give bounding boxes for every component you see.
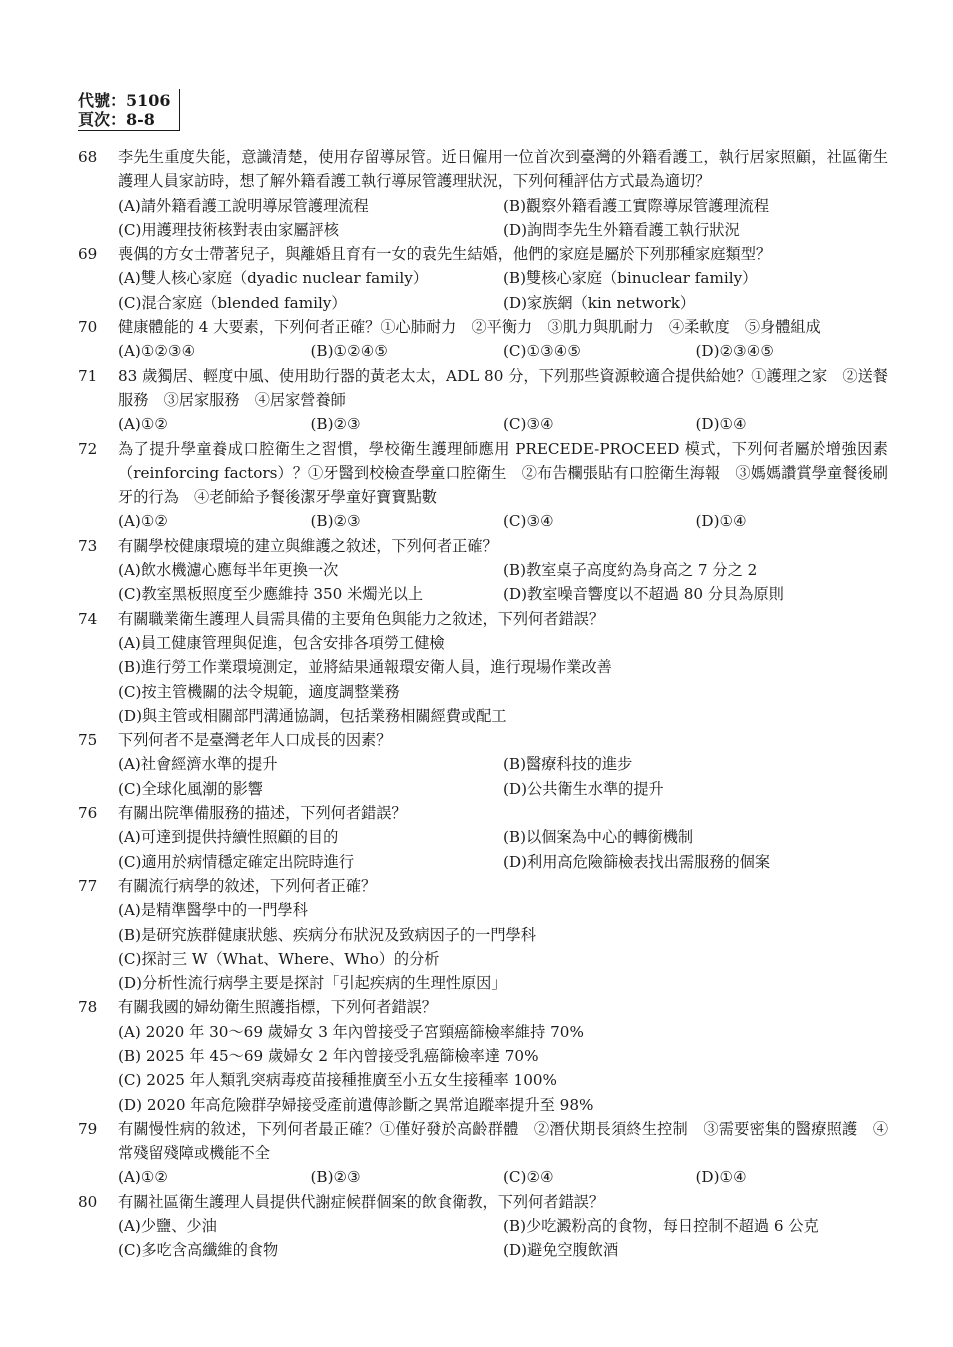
question-68 xyxy=(78,145,888,242)
option-list xyxy=(118,1020,888,1117)
question-stem: 為了提升學童養成口腔衛生之習慣，學校衛生護理師應用 PRECEDE-PROCEED 模式，下列何者屬於增強因素（reinforcing factors）？①牙醫到校檢查學童口腔衛生 ②布告欄張貼有口腔衛生海報 ③媽媽讚賞學童餐後刷牙的行為 ④老師給予餐後潔牙學童好寶寶點數 xyxy=(118,439,888,507)
question-number: 78 xyxy=(78,998,98,1017)
option-b: (B)進行勞工作業環境測定，並將結果通報環安衛人員，進行現場作業改善 xyxy=(118,658,612,677)
exam-header xyxy=(78,89,180,131)
question-number: 79 xyxy=(78,1119,98,1138)
question-75 xyxy=(78,728,888,801)
question-stem: 有關社區衛生護理人員提供代謝症候群個案的飲食衛教，下列何者錯誤？ xyxy=(118,1192,604,1211)
exam-code: 代號：5106 xyxy=(78,91,171,110)
option-list xyxy=(118,266,888,315)
question-number: 69 xyxy=(78,245,98,264)
question-80 xyxy=(78,1190,888,1263)
option-d: (D)避免空腹飲酒 xyxy=(503,1241,619,1260)
question-number: 76 xyxy=(78,804,98,823)
option-b: (B)②③ xyxy=(310,1168,361,1187)
page-number: 頁次：8-8 xyxy=(78,110,155,129)
question-stem: 有關出院準備服務的描述，下列何者錯誤？ xyxy=(118,804,407,823)
option-b: (B)醫療科技的進步 xyxy=(503,755,633,774)
question-78 xyxy=(78,995,888,1116)
option-d: (D)利用高危險篩檢表找出需服務的個案 xyxy=(503,852,771,871)
question-76 xyxy=(78,801,888,874)
option-a: (A)員工健康管理與促進，包含安排各項勞工健檢 xyxy=(118,633,445,652)
option-c: (C)適用於病情穩定確定出院時進行 xyxy=(118,852,355,871)
option-c: (C)用護理技術核對表由家屬評核 xyxy=(118,220,339,239)
option-b: (B) 2025 年 45～69 歲婦女 2 年內曾接受乳癌篩檢率達 70% xyxy=(118,1046,539,1065)
question-72 xyxy=(78,437,888,534)
question-70 xyxy=(78,315,888,364)
option-b: (B)觀察外籍看護工實際導尿管護理流程 xyxy=(503,196,770,215)
question-stem: 下列何者不是臺灣老年人口成長的因素？ xyxy=(118,731,392,750)
question-74 xyxy=(78,607,888,728)
question-stem: 有關我國的婦幼衛生照護指標，下列何者錯誤？ xyxy=(118,998,437,1017)
option-d: (D)與主管或相關部門溝通協調，包括業務相關經費或配工 xyxy=(118,706,507,725)
option-list xyxy=(118,412,888,436)
option-a: (A)①②③④ xyxy=(118,342,196,361)
option-a: (A)①② xyxy=(118,415,169,434)
option-d: (D) 2020 年高危險群孕婦接受產前遺傳診斷之異常追蹤率提升至 98% xyxy=(118,1095,594,1114)
option-b: (B)少吃澱粉高的食物，每日控制不超過 6 公克 xyxy=(503,1217,819,1236)
option-c: (C)多吃含高纖維的食物 xyxy=(118,1241,279,1260)
option-list xyxy=(118,752,888,801)
question-77 xyxy=(78,874,888,995)
option-c: (C)全球化風潮的影響 xyxy=(118,779,263,798)
question-number: 74 xyxy=(78,609,98,628)
question-stem: 李先生重度失能，意識清楚，使用存留導尿管。近日僱用一位首次到臺灣的外籍看護工，執行居家照顧，社區衛生護理人員家訪時，想了解外籍看護工執行導尿管護理狀況，下列何種評估方式最為適切？ xyxy=(118,148,888,191)
question-stem: 有關學校健康環境的建立與維護之敘述，下列何者正確？ xyxy=(118,536,498,555)
option-d: (D)①④ xyxy=(695,415,747,434)
option-b: (B)教室桌子高度約為身高之 7 分之 2 xyxy=(503,561,758,580)
question-stem: 83 歲獨居、輕度中風、使用助行器的黃老太太，ADL 80 分，下列那些資源較適合提供給她？①護理之家 ②送餐服務 ③居家服務 ④居家營養師 xyxy=(118,366,888,409)
question-79 xyxy=(78,1117,888,1190)
option-a: (A)社會經濟水準的提升 xyxy=(118,755,278,774)
question-number: 75 xyxy=(78,731,98,750)
option-d: (D)②③④⑤ xyxy=(695,342,774,361)
option-a: (A)可達到提供持續性照顧的目的 xyxy=(118,828,339,847)
option-list xyxy=(118,509,888,533)
option-list xyxy=(118,1214,888,1263)
option-b: (B)②③ xyxy=(310,512,361,531)
option-d: (D)詢問李先生外籍看護工執行狀況 xyxy=(503,220,740,239)
question-number: 68 xyxy=(78,148,98,166)
option-c: (C)③④ xyxy=(503,512,554,531)
option-list xyxy=(118,558,888,607)
option-c: (C) 2025 年人類乳突病毒疫苗接種推廣至小五女生接種率 100% xyxy=(118,1071,557,1090)
question-number: 80 xyxy=(78,1192,98,1211)
option-list xyxy=(118,825,888,874)
question-number: 72 xyxy=(78,439,98,458)
option-c: (C)教室黑板照度至少應維持 350 米燭光以上 xyxy=(118,585,424,604)
question-number: 70 xyxy=(78,318,98,337)
option-c: (C)混合家庭（blended family） xyxy=(118,293,347,312)
question-stem: 有關職業衛生護理人員需具備的主要角色與能力之敘述，下列何者錯誤？ xyxy=(118,609,604,628)
question-stem: 有關慢性病的敘述，下列何者最正確？①僅好發於高齡群體 ②潛伏期長須終生控制 ③需要密集的醫療照護 ④常殘留殘障或機能不全 xyxy=(118,1119,888,1163)
option-c: (C)③④ xyxy=(503,415,554,434)
question-number: 73 xyxy=(78,536,98,555)
question-stem: 健康體能的 4 大要素，下列何者正確？①心肺耐力 ②平衡力 ③肌力與肌耐力 ④柔軟度 ⑤身體組成 xyxy=(118,318,821,337)
option-a: (A)飲水機濾心應每半年更換一次 xyxy=(118,561,339,580)
question-number: 77 xyxy=(78,876,98,895)
option-a: (A) 2020 年 30～69 歲婦女 3 年內曾接受子宮頸癌篩檢率維持 70% xyxy=(118,1022,584,1041)
option-d: (D)家族網（kin network） xyxy=(503,293,696,312)
question-stem: 有關流行病學的敘述，下列何者正確？ xyxy=(118,876,377,895)
option-d: (D)教室噪音響度以不超過 80 分貝為原則 xyxy=(503,585,784,604)
question-stem: 喪偶的方女士帶著兒子，與離婚且育有一女的袁先生結婚，他們的家庭是屬於下列那種家庭類型？ xyxy=(118,245,772,264)
option-a: (A)少鹽、少油 xyxy=(118,1217,217,1236)
option-list xyxy=(118,1165,888,1189)
option-a: (A)是精準醫學中的一門學科 xyxy=(118,901,308,920)
question-number: 71 xyxy=(78,366,98,385)
option-b: (B)雙核心家庭（binuclear family） xyxy=(503,269,758,288)
option-b: (B)②③ xyxy=(310,415,361,434)
option-c: (C)①③④⑤ xyxy=(503,342,581,361)
option-list xyxy=(118,631,888,728)
question-69 xyxy=(78,242,888,315)
option-b: (B)①②④⑤ xyxy=(310,342,388,361)
option-c: (C)探討三 W（What、Where、Who）的分析 xyxy=(118,949,440,968)
option-a: (A)①② xyxy=(118,1168,169,1187)
option-list xyxy=(118,194,888,243)
option-b: (B)是研究族群健康狀態、疾病分布狀況及致病因子的一門學科 xyxy=(118,925,536,944)
option-d: (D)①④ xyxy=(695,1168,747,1187)
question-73 xyxy=(78,534,888,607)
option-b: (B)以個案為中心的轉銜機制 xyxy=(503,828,694,847)
option-d: (D)分析性流行病學主要是探討「引起疾病的生理性原因」 xyxy=(118,974,507,993)
question-71 xyxy=(78,364,888,437)
option-c: (C)②④ xyxy=(503,1168,554,1187)
option-d: (D)①④ xyxy=(695,512,747,531)
option-a: (A)雙人核心家庭（dyadic nuclear family） xyxy=(118,269,429,288)
option-d: (D)公共衛生水準的提升 xyxy=(503,779,664,798)
option-a: (A)請外籍看護工說明導尿管護理流程 xyxy=(118,196,369,215)
option-list xyxy=(118,339,888,363)
option-c: (C)按主管機關的法令規範，適度調整業務 xyxy=(118,682,400,701)
option-list xyxy=(118,898,888,995)
question-list xyxy=(78,145,888,1263)
option-a: (A)①② xyxy=(118,512,169,531)
